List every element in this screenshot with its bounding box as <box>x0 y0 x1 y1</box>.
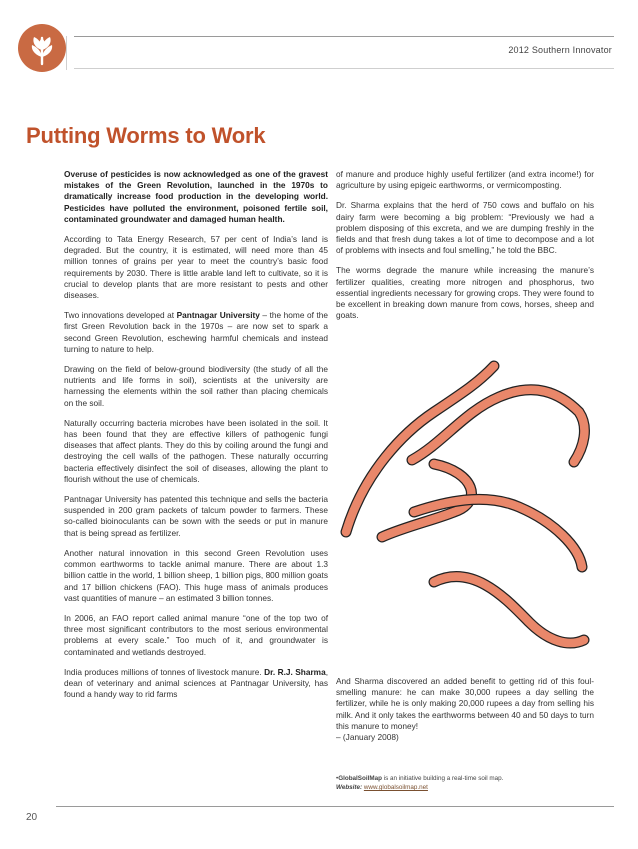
paragraph: of manure and produce highly useful fertilizer (and extra income!) for agriculture by using epigeic earthworms, or vermicomposting. <box>336 169 594 191</box>
left-column <box>64 169 328 709</box>
paragraph: Another natural innovation in this second Green Revolution uses common earthworms to tackle animal manure. There are about 1.3 billion cattle in the world, 1 billion sheep, 1 billion pigs, 800 million goats and 17 billion chickens (FAO). This huge mass of animals produces vast quantities of manure – an estimated 3 billion tonnes. <box>64 547 328 603</box>
text-run: Two innovations developed at <box>64 310 177 321</box>
worm-2 <box>412 390 584 462</box>
footnote-line <box>336 774 594 783</box>
page-number: 20 <box>26 812 38 823</box>
footer-rule <box>56 806 614 807</box>
footnote-website <box>336 783 594 792</box>
worm-5 <box>434 577 584 643</box>
paragraph: Drawing on the field of below-ground biodiversity (the study of all the nutrients and life forms in soil), scientists at the university are harnessing the elements within the soil rather than placing chemicals on the soil. <box>64 364 328 408</box>
paragraph <box>64 667 328 701</box>
paragraph: Naturally occurring bacteria microbes have been isolated in the soil. It has been found that they are effective killers of pathogenic fungi diseases that affect plants. They do this by coiling around the fungi and destroying the cell walls of the pathogen. These naturally occurring bacteria effectively disinfect the soil of diseases, allowing the plant to flourish without the use of chemicals. <box>64 417 328 484</box>
paragraph: Dr. Sharma explains that the herd of 750 cows and buffalo on his dairy farm were becoming a big problem: “Previously we had a problem disposing of this excreta, and we are dumping freshly in the fields and that fresh dung takes a lot of time to decompose and a lot of problems with insects and foul smelling,” he told the BBC. <box>336 200 594 256</box>
footnote-term: GlobalSoilMap <box>338 775 382 782</box>
text-run: – the home of the first Green Revolution back in the 1970s – are now set to spark a second Green Revolution, eschewing harmful chemicals and instead turning to nature to help. <box>64 310 328 354</box>
bullet: • <box>336 775 339 782</box>
header-bottom-rule <box>74 68 614 69</box>
footnote-text: is an initiative building a real-time soil map. <box>381 775 504 782</box>
earthworms-illustration <box>334 352 604 662</box>
website-label: Website: <box>336 784 364 791</box>
university-name: Pantnagar University <box>176 310 260 321</box>
person-name: Dr. R.J. Sharma <box>264 666 326 677</box>
paragraph: The worms degrade the manure while increasing the manure’s fertilizer qualities, creating more nitrogen and phosphorus, two essential ingredients necessary for growing crops. They were found to be excellent in breaking down manure from cows, horses, sheep and goats. <box>336 265 594 321</box>
running-head: 2012 Southern Innovator <box>508 45 612 55</box>
right-column-top <box>336 169 594 330</box>
paragraph: In 2006, an FAO report called animal manure “one of the top two of three most significant contributors to the most serious environmental problems at every scale.” Too much of it, and groundwater is contaminated and wetlands destroyed. <box>64 612 328 657</box>
footnote <box>336 774 594 792</box>
lead-paragraph: Overuse of pesticides is now acknowledged as one of the gravest mistakes of the Green Revolution, launched in the 1970s to dramatically increase food production in the developing world. Pesticides have polluted the environment, poisoned fertile soil, contaminated groundwater and damaged human health. <box>64 169 328 224</box>
article-title: Putting Worms to Work <box>26 123 266 148</box>
paragraph: And Sharma discovered an added benefit to getting rid of this foul-smelling manure: he can make 30,000 rupees a day selling the fertilizer, while he is only making 20,000 rupees a day from selling his milk. And it only takes the earthworms between 40 and 50 days to turn this manure to money! <box>336 676 594 731</box>
header-top-rule <box>74 36 614 37</box>
paragraph <box>64 310 328 355</box>
right-column-bottom <box>336 676 594 752</box>
paragraph: Pantnagar University has patented this technique and sells the bacteria suspended in 200 gram packets of talcum powder to farmers. These so-called bioinoculants can be sown with the seeds or put in manure that is being spread as fertilizer. <box>64 494 328 538</box>
worm-4 <box>414 499 582 567</box>
paragraph: According to Tata Energy Research, 57 per cent of India’s land is degraded. But the country, it is estimated, will need more than 45 million tonnes of grains per year to meet the country’s basic food requirements by 2030. There is little arable land left to cultivate, so it is crucial to develop plants that are more resistant to pests and other diseases. <box>64 234 328 301</box>
dateline: – (January 2008) <box>336 732 399 743</box>
header-divider <box>66 36 67 70</box>
website-link[interactable]: www.globalsoilmap.net <box>363 784 428 791</box>
text-run: , dean of veterinary and animal sciences at Pantnagar University, has found a handy way to rid farms <box>64 666 328 700</box>
wheat-leaf-icon <box>18 24 66 72</box>
text-run: India produces millions of tonnes of livestock manure. <box>64 666 265 677</box>
